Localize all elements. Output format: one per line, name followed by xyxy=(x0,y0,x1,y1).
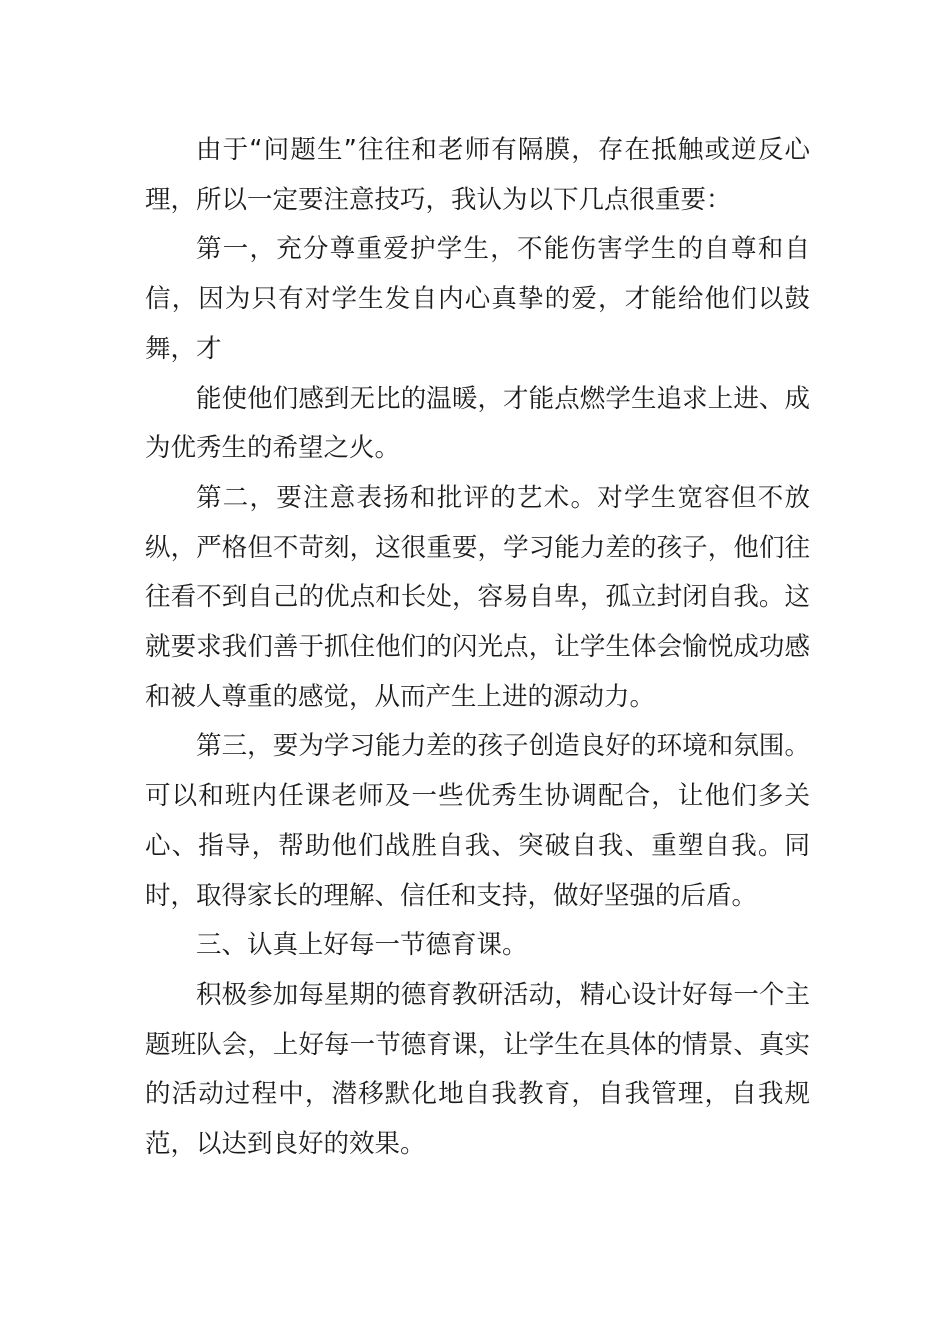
paragraph-moral-education: 积极参加每星期的德育教研活动，精心设计好每一个主题班队会，上好每一节德育课，让学生在具体的情景、真实的活动过程中，潜移默化地自我教育，自我管理，自我规范，以达到良好的效果。 xyxy=(145,979,810,1160)
paragraph-point-one-continued: 能使他们感到无比的温暖，才能点燃学生追求上进、成为优秀生的希望之火。 xyxy=(145,383,810,464)
document-body xyxy=(145,126,810,1170)
paragraph-point-two: 第二，要注意表扬和批评的艺术。对学生宽容但不放纵，严格但不苛刻，这很重要，学习能力差的孩子，他们往往看不到自己的优点和长处，容易自卑，孤立封闭自我。这就要求我们善于抓住他们的闪光点，让学生体会愉悦成功感和被人尊重的感觉，从而产生上进的源动力。 xyxy=(145,482,810,712)
section-heading-three: 三、认真上好每一节德育课。 xyxy=(196,930,528,961)
paragraph-point-three: 第三，要为学习能力差的孩子创造良好的环境和氛围。可以和班内任课老师及一些优秀生协调配合，让他们多关心、指导，帮助他们战胜自我、突破自我、重塑自我。同时，取得家长的理解、信任和支持，做好坚强的后盾。 xyxy=(145,731,810,911)
paragraph-point-one: 第一，充分尊重爱护学生，不能伤害学生的自尊和自信，因为只有对学生发自内心真挚的爱，才能给他们以鼓舞，才 xyxy=(145,234,810,364)
paragraph-intro: 由于“问题生”往往和老师有隔膜，存在抵触或逆反心理，所以一定要注意技巧，我认为以下几点很重要： xyxy=(145,135,810,215)
